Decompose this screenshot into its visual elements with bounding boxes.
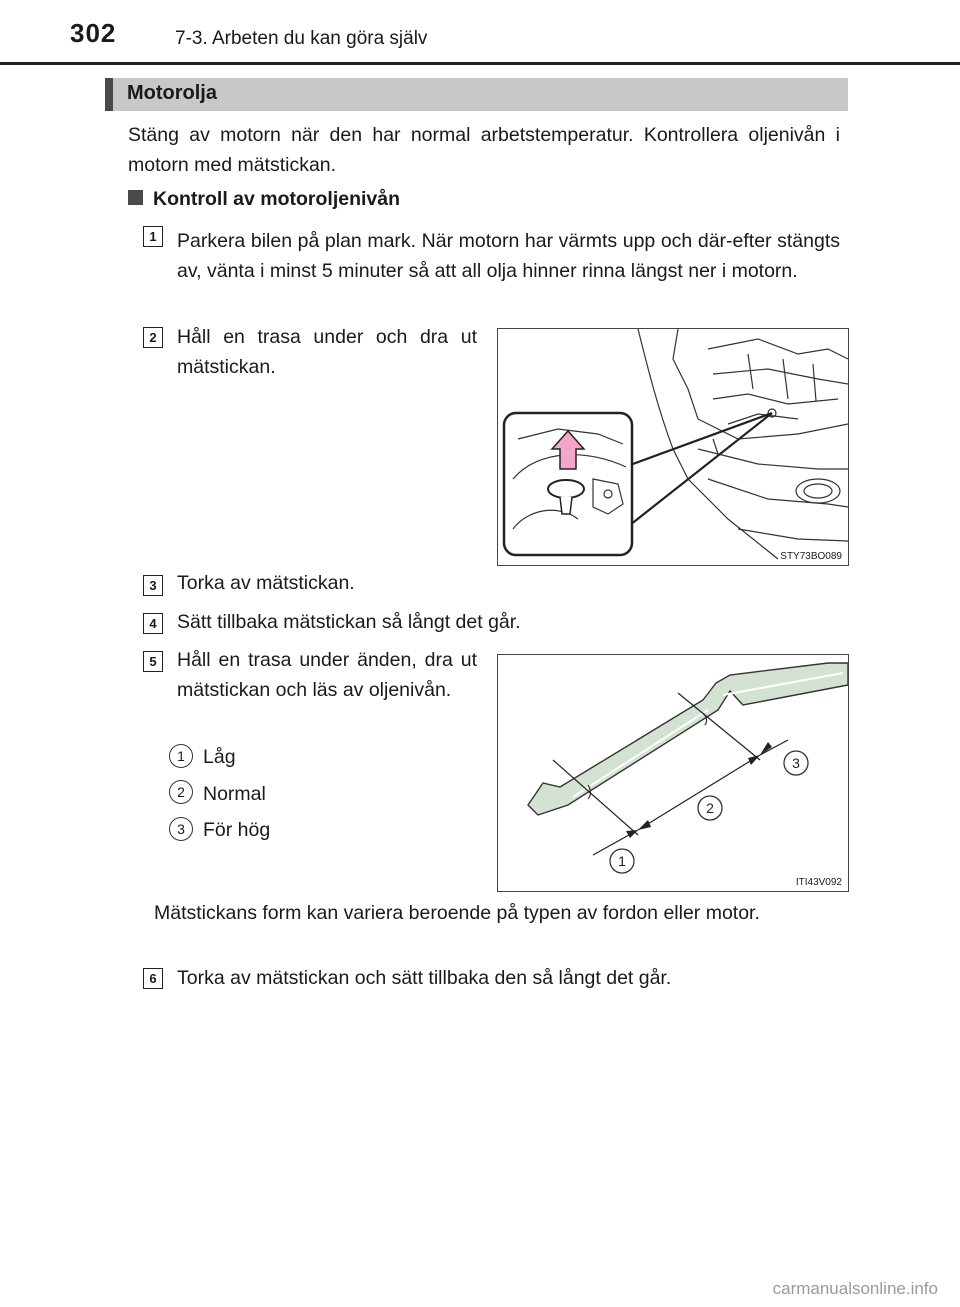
step-number: 6 <box>143 968 163 989</box>
dipstick-level-figure <box>497 654 849 892</box>
note-text: Mätstickans form kan variera beroende på typen av fordon eller motor. <box>154 902 760 924</box>
page-number: 302 <box>70 18 117 48</box>
section-bar <box>105 78 848 111</box>
header-rule <box>0 62 960 65</box>
level-number: 3 <box>169 817 193 841</box>
subsection-heading <box>128 188 400 211</box>
engine-dipstick-figure <box>497 328 849 566</box>
callout-label: 2 <box>706 800 714 816</box>
step-text: Parkera bilen på plan mark. När motorn har värmts upp och där-efter stängts av, vänta i minst 5 minuter så att all olja hinner rinna längst ner i motorn. <box>177 230 840 282</box>
level-label: Låg <box>203 746 236 768</box>
step-text: Håll en trasa under och dra ut mätstickan. <box>177 326 477 378</box>
step-number: 5 <box>143 651 163 672</box>
section-intro: Stäng av motorn när den har normal arbetstemperatur. Kontrollera oljenivån i motorn med mätstickan. <box>128 124 840 176</box>
callout-label: 1 <box>618 853 626 869</box>
watermark: carmanualsonline.info <box>772 1279 938 1298</box>
step-text: Håll en trasa under änden, dra ut mätstickan och läs av oljenivån. <box>177 649 477 701</box>
level-label: För hög <box>203 819 271 841</box>
engine-illustration <box>498 329 848 565</box>
callout-label: 3 <box>792 755 800 771</box>
level-number: 2 <box>169 780 193 804</box>
subsection-title: Kontroll av motoroljenivån <box>153 188 401 210</box>
step-text: Torka av mätstickan och sätt tillbaka den så långt det går. <box>177 967 672 989</box>
square-bullet-icon <box>128 190 143 205</box>
step-text: Sätt tillbaka mätstickan så långt det går. <box>177 611 521 633</box>
step-text: Torka av mätstickan. <box>177 572 355 594</box>
step-number: 3 <box>143 575 163 596</box>
section-bar-marker <box>105 78 113 111</box>
step-number: 2 <box>143 327 163 348</box>
step-number: 1 <box>143 226 163 247</box>
level-label: Normal <box>203 783 266 805</box>
level-number: 1 <box>169 744 193 768</box>
figure-code: ITI43V092 <box>795 877 842 888</box>
step-number: 4 <box>143 613 163 634</box>
dipstick-illustration <box>498 655 848 891</box>
section-title: Motorolja <box>127 82 217 104</box>
figure-code: STY73BO089 <box>780 551 842 562</box>
chapter-title: 7-3. Arbeten du kan göra själv <box>175 28 428 49</box>
